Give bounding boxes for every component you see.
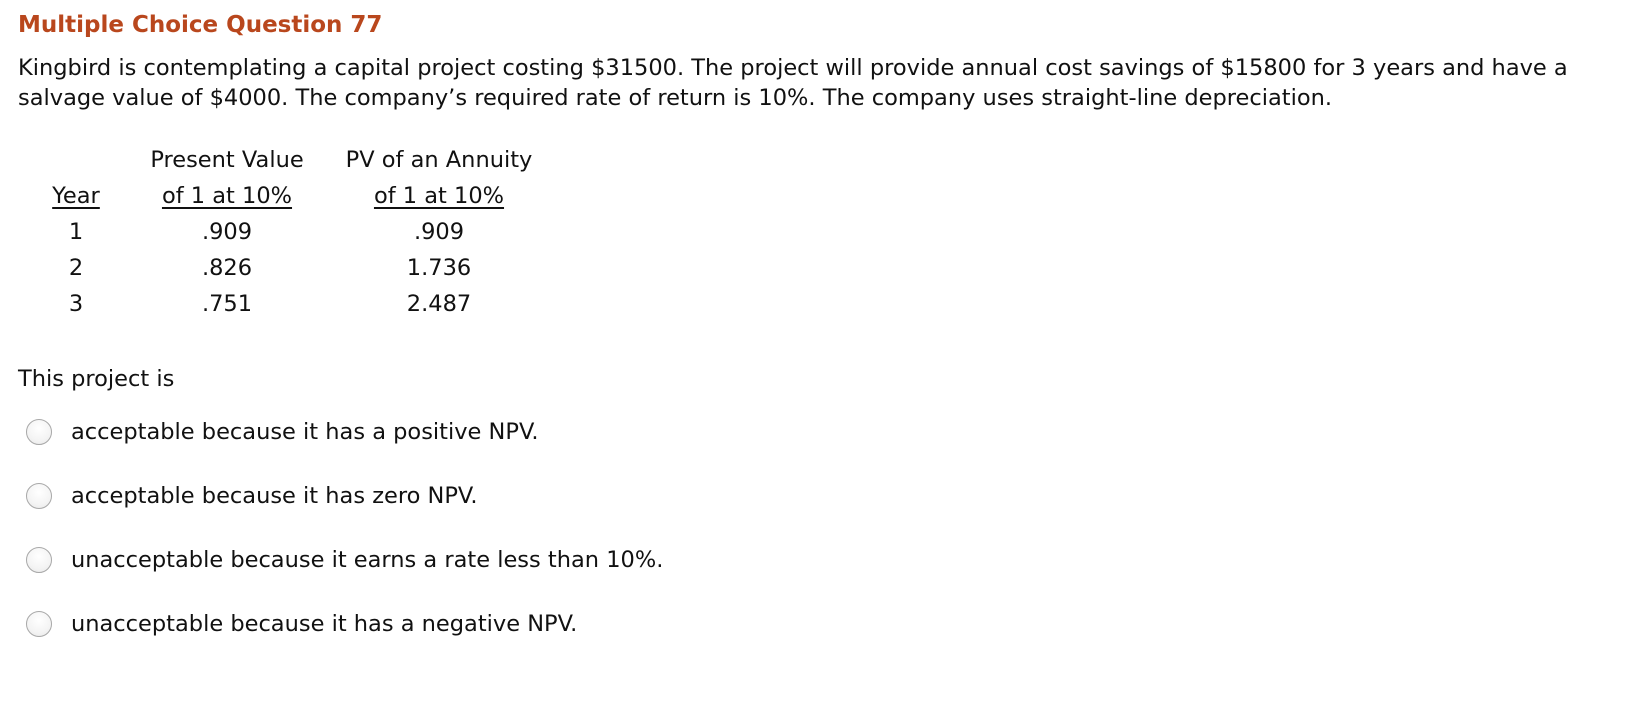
year-cell: 1 — [68, 219, 84, 245]
header-pv-rate: of 1 at 10% — [161, 183, 293, 209]
table-header-row-top — [30, 142, 546, 178]
radio-button[interactable] — [26, 611, 52, 637]
year-cell: 2 — [68, 255, 84, 281]
annuity-cell: 2.487 — [406, 291, 472, 317]
answer-option-4[interactable] — [26, 611, 663, 675]
question-lead: This project is — [18, 366, 175, 392]
header-pv-annuity: PV of an Annuity — [345, 147, 533, 173]
answer-option-3[interactable] — [26, 547, 663, 611]
table-row — [30, 250, 546, 286]
year-cell: 3 — [68, 291, 84, 317]
table-row — [30, 214, 546, 250]
annuity-cell: .909 — [413, 219, 465, 245]
option-label[interactable]: acceptable because it has a positive NPV. — [71, 419, 539, 445]
pv-cell: .909 — [201, 219, 253, 245]
option-label[interactable]: acceptable because it has zero NPV. — [71, 483, 478, 509]
answer-options — [26, 419, 663, 675]
pv-cell: .751 — [201, 291, 253, 317]
header-annuity-rate: of 1 at 10% — [373, 183, 505, 209]
header-year: Year — [52, 183, 100, 209]
table-row — [30, 286, 546, 322]
answer-option-1[interactable] — [26, 419, 663, 483]
radio-button[interactable] — [26, 547, 52, 573]
option-label[interactable]: unacceptable because it has a negative NPV. — [71, 611, 578, 637]
pv-cell: .826 — [201, 255, 253, 281]
question-text: Kingbird is contemplating a capital project costing $31500. The project will provide annual cost savings of $15800 for 3 years and have a salvage value of $4000. The company’s required rate of return is 10%. The company uses straight-line depreciation. — [18, 55, 1568, 111]
radio-button[interactable] — [26, 483, 52, 509]
answer-option-2[interactable] — [26, 483, 663, 547]
table-header-row-bottom — [30, 178, 546, 214]
radio-button[interactable] — [26, 419, 52, 445]
question-title: Multiple Choice Question 77 — [18, 12, 383, 38]
header-present-value: Present Value — [150, 147, 304, 173]
annuity-cell: 1.736 — [406, 255, 472, 281]
present-value-table — [30, 142, 546, 322]
header-blank — [30, 142, 122, 178]
option-label[interactable]: unacceptable because it earns a rate less than 10%. — [71, 547, 664, 573]
